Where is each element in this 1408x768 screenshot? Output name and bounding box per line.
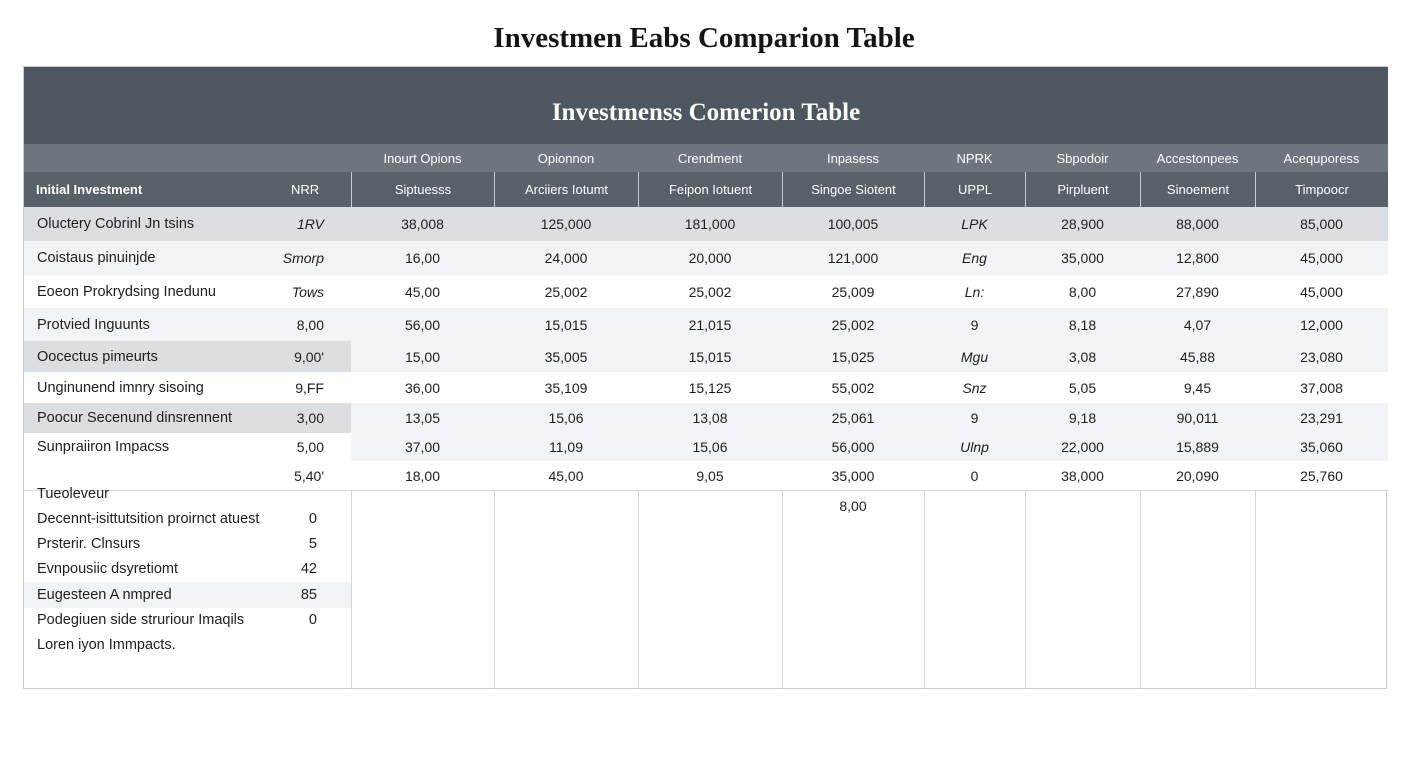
extra-value-cell: 8,00 [839, 498, 867, 514]
table-cell: 56,000 [831, 439, 875, 455]
header-cell: Arciiers Iotumt [494, 172, 638, 207]
table-cell: 88,000 [1176, 216, 1219, 232]
table-cell: 45,00 [404, 283, 441, 300]
table-cell: 9,18 [1068, 410, 1097, 426]
table-cell: Snz [962, 379, 987, 396]
note-label: Prsterir. Clnsurs [37, 535, 141, 552]
table-cell: 45,00 [548, 467, 584, 484]
table-cell: Eng [962, 250, 987, 266]
note-row [24, 506, 351, 531]
page-title: Investmen Eabs Comparion Table [493, 22, 915, 54]
header-cell: Sinoement [1140, 172, 1255, 207]
table-cell: 9,05 [696, 467, 724, 484]
row-label: Poocur Secenund dinsrennent [37, 410, 233, 426]
table-cell: 23,291 [1300, 410, 1343, 426]
table-row [24, 241, 1388, 275]
table-cell: 13,08 [692, 410, 728, 426]
note-row [24, 531, 351, 556]
table-cell: 35,005 [544, 348, 588, 365]
note-label: Podegiuen side struriour Imaqils [37, 612, 245, 628]
table-cell: 45,000 [1300, 283, 1343, 300]
note-label: Decennt-isittutsition proirnct atuest [37, 510, 260, 527]
note-row [24, 582, 351, 608]
table-cell: 15,015 [688, 348, 732, 365]
table-cell: 15,015 [544, 316, 588, 333]
nrr-cell: 8,00 [296, 316, 324, 333]
nrr-cell: 5,40' [294, 467, 324, 484]
header-cell: Acequporess [1283, 150, 1360, 166]
nrr-cell: 5,00 [296, 439, 324, 455]
header-cell: Singoe Siotent [782, 172, 924, 207]
table-cell: 100,005 [827, 216, 879, 232]
nrr-cell: 9,00' [294, 348, 324, 365]
header-row-columns [24, 172, 1388, 207]
table-cell: 16,00 [404, 250, 441, 266]
row-label: Oluctery Cobrinl Jn tsins [37, 216, 195, 232]
nrr-cell: Tows [291, 283, 324, 300]
note-value: 0 [308, 612, 317, 628]
table-cell: 20,090 [1176, 467, 1219, 484]
header-cell: Timpoocr [1255, 172, 1388, 207]
table-row [24, 433, 1388, 461]
header-cell: Accestonpees [1156, 150, 1239, 166]
row-label: Coistaus pinuinjde [37, 250, 156, 266]
table-cell: 121,000 [827, 250, 879, 266]
row-label: Sunpraiiron Impacss [37, 439, 170, 455]
table-cell: Ulnp [960, 439, 989, 455]
header-cell: Inourt Opions [383, 150, 462, 166]
notes-footer [24, 632, 351, 657]
table-cell: 5,05 [1068, 379, 1097, 396]
row-label: Unginunend imnry sisoing [37, 379, 204, 396]
table-cell: 38,008 [401, 216, 444, 232]
row-label: Protvied Inguunts [37, 316, 150, 333]
table-cell: 23,080 [1300, 348, 1343, 365]
note-value: 85 [300, 587, 317, 603]
table-row [24, 372, 1388, 403]
table-row [24, 403, 1388, 433]
table-cell: 38,000 [1061, 467, 1104, 484]
note-label: Evnpousiic dsyretiomt [37, 561, 179, 577]
table-cell: 9,45 [1183, 379, 1212, 396]
table-cell: 9 [970, 316, 979, 333]
table-cell: 35,000 [831, 467, 875, 484]
table-banner-title: Investmenss Comerion Table [24, 67, 1388, 144]
table-cell: 3,08 [1068, 348, 1097, 365]
header-cell-nrr: NRR [291, 182, 320, 197]
table-cell: 4,07 [1183, 316, 1212, 333]
table-cell: 18,00 [404, 467, 441, 484]
table-cell: 35,109 [544, 379, 588, 396]
table-cell: 12,000 [1300, 316, 1343, 333]
table-cell: 90,011 [1176, 410, 1219, 426]
table-cell: 25,009 [831, 283, 875, 300]
note-value: 0 [308, 510, 317, 527]
header-cell: Inpasess [826, 150, 880, 166]
table-cell: 15,06 [692, 439, 728, 455]
nrr-cell: Smorp [282, 250, 324, 266]
header-cell: Siptuesss [351, 172, 494, 207]
table-cell: Mgu [960, 348, 989, 365]
table-cell: 45,88 [1179, 348, 1216, 365]
table-cell: LPK [961, 216, 988, 232]
table-cell: 25,002 [688, 283, 732, 300]
table-cell: 25,002 [831, 316, 875, 333]
table-cell: 0 [970, 467, 979, 484]
table-cell: 9 [970, 410, 979, 426]
table-cell: Ln: [964, 283, 985, 300]
table-cell: 8,00 [1068, 283, 1097, 300]
table-cell: 125,000 [540, 216, 592, 232]
header-cell-initial-investment: Initial Investment [36, 182, 143, 197]
table-cell: 15,00 [404, 348, 441, 365]
table-cell: 36,00 [404, 379, 441, 396]
note-value: 5 [308, 535, 317, 552]
nrr-cell: 1RV [297, 216, 324, 232]
header-cell: Pirpluent [1025, 172, 1140, 207]
row-label: Eoeon Prokrydsing Inedunu [37, 283, 216, 300]
table-cell: 85,000 [1300, 216, 1343, 232]
table-cell: 15,025 [831, 348, 875, 365]
table-row [24, 207, 1388, 241]
table-cell: 12,800 [1176, 250, 1219, 266]
table-cell: 15,125 [688, 379, 732, 396]
row-label: Oocectus pimeurts [37, 348, 158, 365]
table-cell: 15,889 [1176, 439, 1219, 455]
table-cell: 55,002 [831, 379, 875, 396]
header-cell: UPPL [924, 172, 1025, 207]
nrr-cell: 9,FF [295, 379, 324, 396]
table-cell: 37,00 [404, 439, 441, 455]
note-label: Eugesteen A nmpred [37, 587, 172, 603]
table-cell: 25,760 [1300, 467, 1343, 484]
header-cell: Sbpodoir [1056, 150, 1109, 166]
table-cell: 13,05 [404, 410, 441, 426]
table-cell: 11,09 [549, 439, 583, 455]
header-cell: Crendment [677, 150, 743, 166]
notes-heading [24, 481, 351, 506]
table-row [24, 275, 1388, 308]
table-row [24, 308, 1388, 341]
table-cell: 24,000 [544, 250, 588, 266]
nrr-cell: 3,00 [296, 410, 324, 426]
table-cell: 35,000 [1061, 250, 1104, 266]
table-row [24, 341, 1388, 372]
notes-footer-text: Loren iyon Immpacts. [37, 636, 176, 653]
header-cell: Feipon Iotuent [638, 172, 782, 207]
table-cell: 35,060 [1300, 439, 1343, 455]
table-cell: 37,008 [1300, 379, 1343, 396]
table-cell: 181,000 [684, 216, 736, 232]
header-cell: NPRK [956, 150, 993, 166]
table-cell: 22,000 [1061, 439, 1104, 455]
table-cell: 27,890 [1176, 283, 1219, 300]
header-row-top [24, 144, 1388, 172]
table-cell: 8,18 [1068, 316, 1097, 333]
table-cell: 25,061 [831, 410, 875, 426]
notes-heading-text: Tueoleveur [37, 485, 110, 502]
header-cell: Opionnon [537, 150, 595, 166]
note-row [24, 556, 351, 582]
table-cell: 21,015 [688, 316, 732, 333]
table-cell: 20,000 [688, 250, 732, 266]
note-value: 42 [300, 561, 317, 577]
table-cell: 15,06 [548, 410, 584, 426]
table-cell: 28,900 [1061, 216, 1104, 232]
table-cell: 45,000 [1300, 250, 1343, 266]
note-row [24, 608, 351, 632]
table-cell: 56,00 [404, 316, 441, 333]
table-cell: 25,002 [544, 283, 588, 300]
